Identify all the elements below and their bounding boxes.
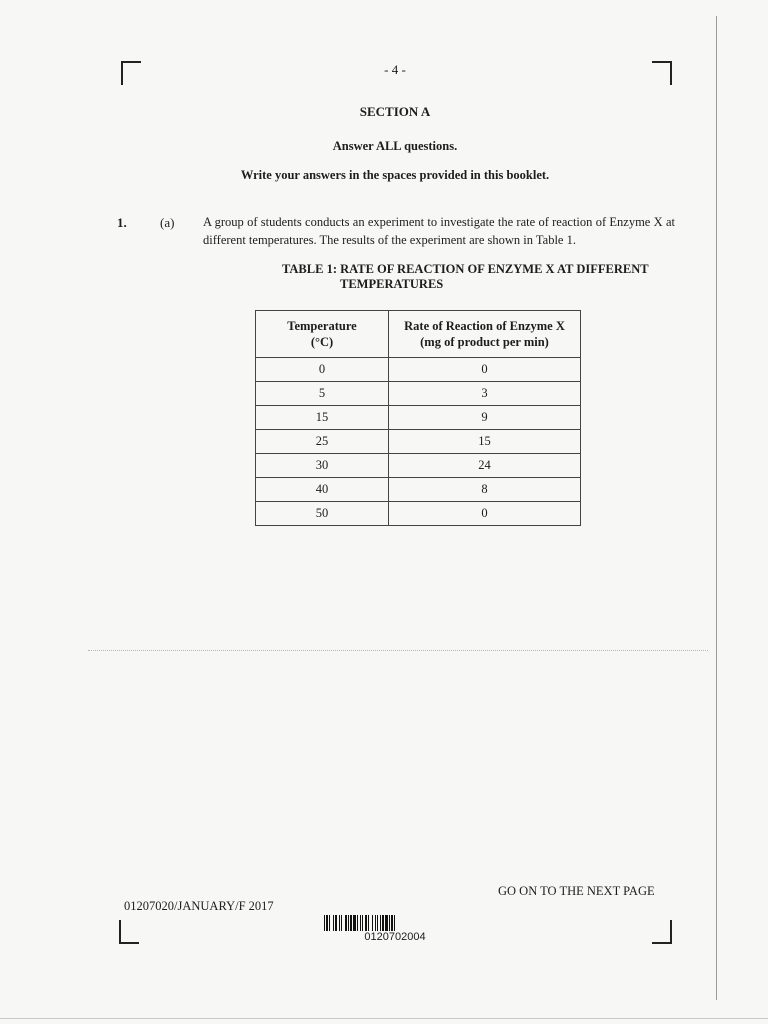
rate-cell: 8 xyxy=(389,478,581,502)
section-title: SECTION A xyxy=(359,104,431,119)
temperature-cell: 25 xyxy=(256,430,389,454)
question-text: A group of students conducts an experiment to investigate the rate of reaction of Enzyme X at different temperatures. The results of the experiment are shown in Table 1. xyxy=(203,215,675,247)
header-rate-label: Rate of Reaction of Enzyme X xyxy=(404,319,565,333)
temperature-cell: 40 xyxy=(256,478,389,502)
header-temperature xyxy=(256,311,389,358)
table-row xyxy=(256,502,581,526)
scan-bottom-edge xyxy=(0,1018,768,1019)
temperature-cell: 5 xyxy=(256,382,389,406)
rate-cell: 9 xyxy=(389,406,581,430)
temperature-cell: 30 xyxy=(256,454,389,478)
crop-mark-bottom-left xyxy=(119,920,139,944)
crop-mark-top-right xyxy=(652,61,672,85)
table-row xyxy=(256,382,581,406)
table-title-line1: TABLE 1: RATE OF REACTION OF ENZYME X AT DIFFERENT xyxy=(282,262,649,276)
header-rate xyxy=(389,311,581,358)
temperature-cell: 0 xyxy=(256,358,389,382)
table-title-line2: TEMPERATURES xyxy=(340,277,444,291)
table-row xyxy=(256,406,581,430)
table-header-row xyxy=(256,311,581,358)
crop-mark-top-left xyxy=(121,61,141,85)
next-page-notice: GO ON TO THE NEXT PAGE xyxy=(498,884,655,898)
header-rate-unit: (mg of product per min) xyxy=(420,335,549,349)
rate-cell: 3 xyxy=(389,382,581,406)
instruction-answer-all: Answer ALL questions. xyxy=(332,139,458,153)
data-table xyxy=(255,310,581,526)
rate-cell: 0 xyxy=(389,358,581,382)
temperature-cell: 50 xyxy=(256,502,389,526)
barcode xyxy=(324,915,470,931)
barcode-number: 0120702004 xyxy=(364,931,426,943)
header-temperature-label: Temperature xyxy=(287,319,357,333)
table-row xyxy=(256,430,581,454)
question-number: 1. xyxy=(117,215,127,230)
table-title xyxy=(282,262,682,292)
scan-edge xyxy=(716,16,717,1000)
crop-mark-bottom-right xyxy=(652,920,672,944)
rate-cell: 15 xyxy=(389,430,581,454)
page-number: - 4 - xyxy=(384,62,406,77)
instruction-write-answers: Write your answers in the spaces provided in this booklet. xyxy=(240,168,550,182)
scan-artifact-line xyxy=(88,650,708,651)
header-temperature-unit: (°C) xyxy=(310,335,334,349)
question-part: (a) xyxy=(160,215,175,230)
paper-code: 01207020/JANUARY/F 2017 xyxy=(124,899,274,913)
rate-cell: 24 xyxy=(389,454,581,478)
temperature-cell: 15 xyxy=(256,406,389,430)
table-row xyxy=(256,478,581,502)
rate-cell: 0 xyxy=(389,502,581,526)
table-row xyxy=(256,358,581,382)
table-row xyxy=(256,454,581,478)
